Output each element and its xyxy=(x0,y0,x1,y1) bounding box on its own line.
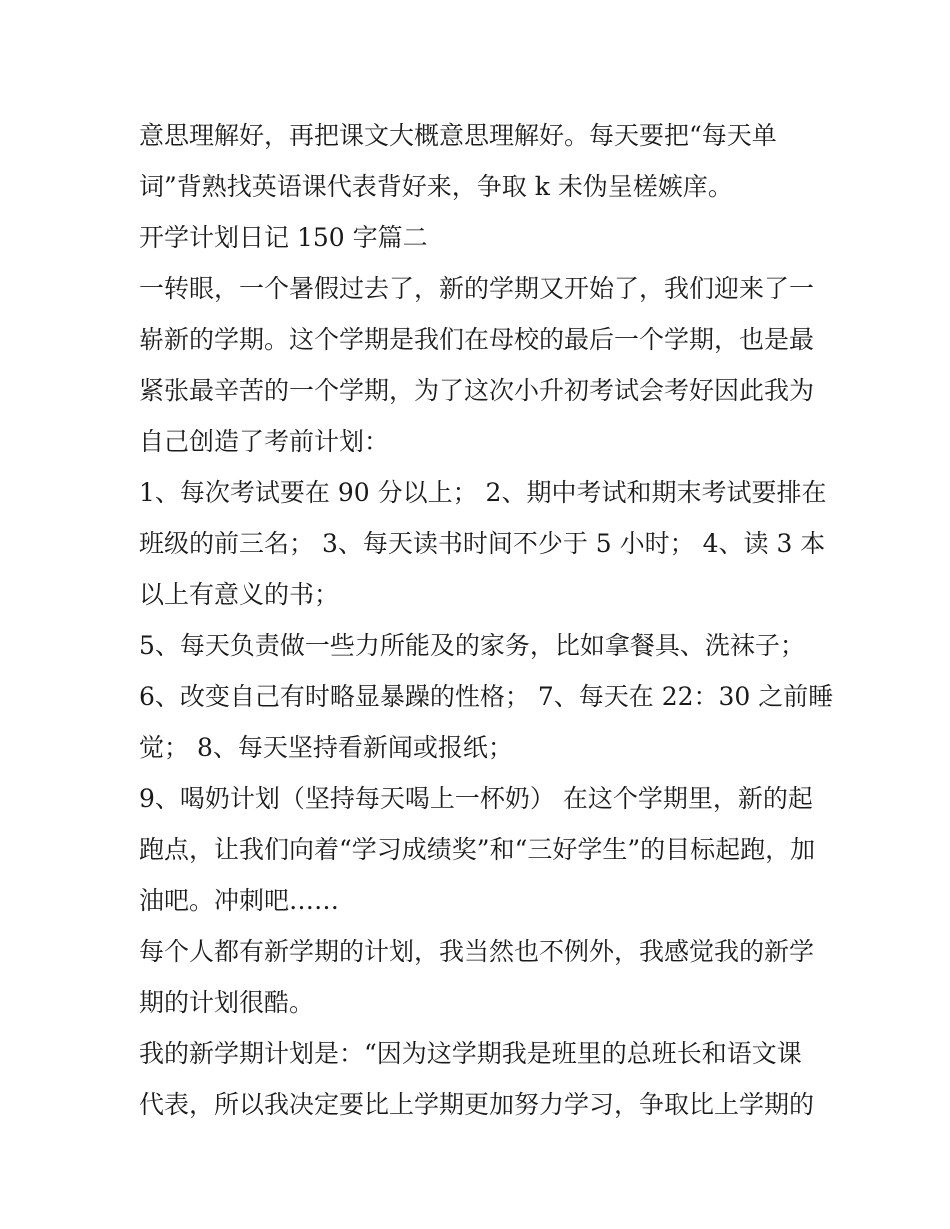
text-line: 意思理解好，再把课文大概意思理解好。每天要把“每天单 xyxy=(139,121,777,150)
list-item: 以上有意义的书； xyxy=(139,580,340,609)
list-item: 1、每次考试要在 90 分以上； 2、期中考试和期末考试要排在 xyxy=(139,478,827,507)
text-line: 词”背熟找英语课代表背好来，争取 k 未伪呈槎嫉庠。 xyxy=(139,172,733,201)
text-line: 跑点，让我们向着“学习成绩奖”和“三好学生”的目标起跑，加 xyxy=(139,835,816,864)
text-line: 代表，所以我决定要比上学期更加努力学习，争取比上学期的 xyxy=(139,1090,815,1119)
list-item: 觉； 8、每天坚持看新闻或报纸； xyxy=(139,733,513,762)
section-heading: 开学计划日记 150 字篇二 xyxy=(139,223,428,252)
list-item: 9、喝奶计划（坚持每天喝上一杯奶） 在这个学期里，新的起 xyxy=(139,784,813,813)
text-line: 自己创造了考前计划： xyxy=(139,427,390,456)
text-line: 每个人都有新学期的计划，我当然也不例外，我感觉我的新学 xyxy=(139,937,815,966)
text-line: 期的计划很酷。 xyxy=(139,988,315,1017)
text-line: 崭新的学期。这个学期是我们在母校的最后一个学期，也是最 xyxy=(139,325,815,354)
text-line: 我的新学期计划是：“因为这学期我是班里的总班长和语文课 xyxy=(139,1039,802,1068)
text-line: 紧张最辛苦的一个学期，为了这次小升初考试会考好因此我为 xyxy=(139,376,815,405)
list-item: 6、改变自己有时略显暴躁的性格； 7、每天在 22：30 之前睡 xyxy=(139,682,834,711)
list-item: 班级的前三名； 3、每天读书时间不少于 5 小时； 4、读 3 本 xyxy=(139,529,826,558)
document-body xyxy=(139,110,834,1130)
text-line: 一转眼，一个暑假过去了，新的学期又开始了，我们迎来了一 xyxy=(139,274,815,303)
text-line: 油吧。冲刺吧…… xyxy=(139,886,340,915)
list-item: 5、每天负责做一些力所能及的家务，比如拿餐具、洗袜子； xyxy=(139,631,805,660)
